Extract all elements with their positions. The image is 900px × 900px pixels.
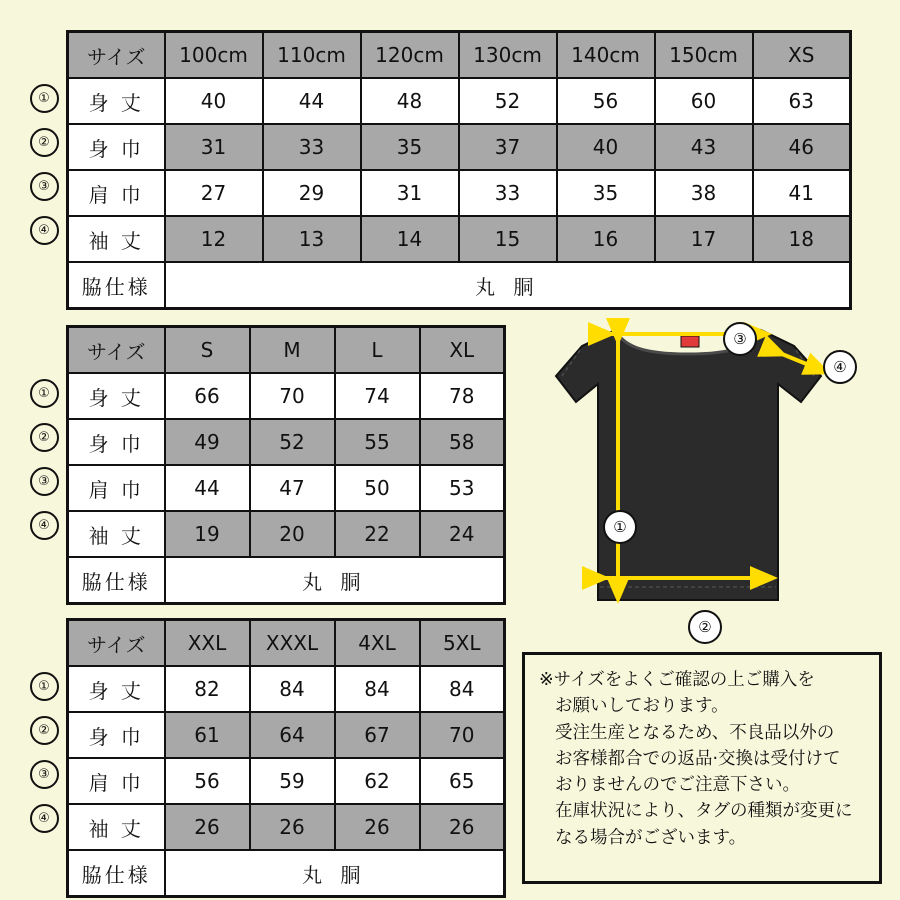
notice-line: お願いしております。 bbox=[555, 696, 729, 717]
marker-shoulder-width bbox=[22, 459, 66, 503]
size-table-big-block bbox=[22, 618, 506, 898]
marker-body-width bbox=[22, 708, 66, 752]
column-header: 110cm bbox=[263, 32, 361, 79]
marker-body-length bbox=[22, 371, 66, 415]
notice-line: 受注生産となるため、不良品以外の bbox=[555, 722, 835, 743]
row-label: 脇仕様 bbox=[68, 262, 165, 309]
table-cell: 64 bbox=[250, 712, 335, 758]
marker-column-kids bbox=[22, 30, 66, 252]
table-cell: 31 bbox=[361, 170, 459, 216]
table-row bbox=[68, 78, 851, 124]
column-header: XL bbox=[420, 327, 505, 374]
table-cell: 67 bbox=[335, 712, 420, 758]
marker-body-length bbox=[22, 76, 66, 120]
badge-label: ④ bbox=[833, 358, 847, 376]
table-cell: 56 bbox=[557, 78, 655, 124]
table-cell: 15 bbox=[459, 216, 557, 262]
table-cell: 74 bbox=[335, 373, 420, 419]
size-table-kids-block bbox=[22, 30, 852, 310]
column-header: XS bbox=[753, 32, 851, 79]
table-cell: 44 bbox=[165, 465, 250, 511]
table-cell: 26 bbox=[250, 804, 335, 850]
row-label: 身 丈 bbox=[68, 78, 165, 124]
column-header: L bbox=[335, 327, 420, 374]
table-cell: 26 bbox=[335, 804, 420, 850]
badge-sleeve-length bbox=[823, 350, 857, 384]
table-row bbox=[68, 419, 505, 465]
size-table-kids bbox=[66, 30, 852, 310]
tshirt-diagram bbox=[520, 310, 890, 640]
circle-number: ④ bbox=[30, 511, 59, 540]
circle-number: ③ bbox=[30, 760, 59, 789]
marker-sleeve-length bbox=[22, 796, 66, 840]
table-row bbox=[68, 511, 505, 557]
column-header: サイズ bbox=[68, 327, 165, 374]
table-cell: 14 bbox=[361, 216, 459, 262]
circle-number: ③ bbox=[30, 172, 59, 201]
table-row bbox=[68, 712, 505, 758]
column-header: サイズ bbox=[68, 620, 165, 667]
row-label: 袖 丈 bbox=[68, 216, 165, 262]
table-cell: 66 bbox=[165, 373, 250, 419]
table-cell: 78 bbox=[420, 373, 505, 419]
table-footer-row bbox=[68, 262, 851, 309]
table-cell: 82 bbox=[165, 666, 250, 712]
table-cell: 26 bbox=[165, 804, 250, 850]
table-cell: 40 bbox=[557, 124, 655, 170]
row-label: 身 巾 bbox=[68, 712, 165, 758]
table-row bbox=[68, 124, 851, 170]
table-cell: 48 bbox=[361, 78, 459, 124]
table-cell: 50 bbox=[335, 465, 420, 511]
badge-body-width bbox=[688, 610, 722, 644]
table-cell: 41 bbox=[753, 170, 851, 216]
size-table-adult bbox=[66, 325, 506, 605]
table-cell: 27 bbox=[165, 170, 263, 216]
table-cell: 26 bbox=[420, 804, 505, 850]
column-header: 120cm bbox=[361, 32, 459, 79]
row-label: 身 丈 bbox=[68, 666, 165, 712]
notice-line: ※サイズをよくご確認の上ご購入を bbox=[539, 670, 815, 690]
table-row bbox=[68, 373, 505, 419]
circle-number: ② bbox=[30, 716, 59, 745]
table-cell: 17 bbox=[655, 216, 753, 262]
table-cell: 63 bbox=[753, 78, 851, 124]
marker-sleeve-length bbox=[22, 503, 66, 547]
notice-line: なる場合がございます。 bbox=[555, 827, 747, 848]
column-header: 100cm bbox=[165, 32, 263, 79]
column-header: 5XL bbox=[420, 620, 505, 667]
table-cell: 33 bbox=[459, 170, 557, 216]
table-cell: 丸 胴 bbox=[165, 262, 851, 309]
row-label: 脇仕様 bbox=[68, 557, 165, 604]
table-row bbox=[68, 170, 851, 216]
column-header: 150cm bbox=[655, 32, 753, 79]
table-cell: 33 bbox=[263, 124, 361, 170]
table-cell: 70 bbox=[250, 373, 335, 419]
circle-number: ④ bbox=[30, 216, 59, 245]
table-cell: 55 bbox=[335, 419, 420, 465]
table-cell: 56 bbox=[165, 758, 250, 804]
column-header: S bbox=[165, 327, 250, 374]
notice-line: 在庫状況により、タグの種類が変更に bbox=[555, 801, 853, 822]
purchase-notice-box bbox=[522, 652, 882, 884]
marker-body-width bbox=[22, 120, 66, 164]
table-cell: 47 bbox=[250, 465, 335, 511]
table-cell: 20 bbox=[250, 511, 335, 557]
table-cell: 49 bbox=[165, 419, 250, 465]
row-label: 肩 巾 bbox=[68, 170, 165, 216]
neck-tag-icon bbox=[681, 336, 699, 347]
circle-number: ② bbox=[30, 423, 59, 452]
table-cell: 22 bbox=[335, 511, 420, 557]
row-label: 身 巾 bbox=[68, 419, 165, 465]
marker-sleeve-length bbox=[22, 208, 66, 252]
table-cell: 44 bbox=[263, 78, 361, 124]
table-cell: 65 bbox=[420, 758, 505, 804]
table-cell: 24 bbox=[420, 511, 505, 557]
circle-number: ① bbox=[30, 672, 59, 701]
table-cell: 18 bbox=[753, 216, 851, 262]
notice-line: お客様都合での返品·交換は受付けて bbox=[555, 748, 841, 769]
table-cell: 62 bbox=[335, 758, 420, 804]
table-row bbox=[68, 758, 505, 804]
table-cell: 35 bbox=[557, 170, 655, 216]
badge-shoulder-width bbox=[723, 322, 757, 356]
table-cell: 58 bbox=[420, 419, 505, 465]
column-header: M bbox=[250, 327, 335, 374]
circle-number: ① bbox=[30, 84, 59, 113]
marker-shoulder-width bbox=[22, 752, 66, 796]
table-cell: 丸 胴 bbox=[165, 850, 505, 897]
column-header: XXL bbox=[165, 620, 250, 667]
marker-column-adult bbox=[22, 325, 66, 547]
circle-number: ④ bbox=[30, 804, 59, 833]
marker-spacer bbox=[22, 30, 66, 76]
table-footer-row bbox=[68, 850, 505, 897]
circle-number: ② bbox=[30, 128, 59, 157]
marker-spacer bbox=[22, 618, 66, 664]
table-cell: 52 bbox=[250, 419, 335, 465]
badge-label: ② bbox=[698, 618, 712, 636]
table-row bbox=[68, 216, 851, 262]
table-cell: 38 bbox=[655, 170, 753, 216]
table-cell: 52 bbox=[459, 78, 557, 124]
table-cell: 35 bbox=[361, 124, 459, 170]
table-cell: 13 bbox=[263, 216, 361, 262]
table-cell: 40 bbox=[165, 78, 263, 124]
badge-body-length bbox=[603, 510, 637, 544]
table-cell: 46 bbox=[753, 124, 851, 170]
table-header-row bbox=[68, 327, 505, 374]
row-label: 袖 丈 bbox=[68, 804, 165, 850]
shirt-shape bbox=[556, 330, 821, 600]
row-label: 身 丈 bbox=[68, 373, 165, 419]
circle-number: ① bbox=[30, 379, 59, 408]
row-label: 肩 巾 bbox=[68, 465, 165, 511]
marker-body-length bbox=[22, 664, 66, 708]
column-header: 130cm bbox=[459, 32, 557, 79]
table-cell: 12 bbox=[165, 216, 263, 262]
marker-shoulder-width bbox=[22, 164, 66, 208]
table-header-row bbox=[68, 620, 505, 667]
table-cell: 60 bbox=[655, 78, 753, 124]
table-cell: 84 bbox=[250, 666, 335, 712]
table-cell: 70 bbox=[420, 712, 505, 758]
badge-label: ③ bbox=[733, 330, 747, 348]
circle-number: ③ bbox=[30, 467, 59, 496]
column-header: XXXL bbox=[250, 620, 335, 667]
size-table-big bbox=[66, 618, 506, 898]
row-label: 身 巾 bbox=[68, 124, 165, 170]
notice-line: おりませんのでご注意下さい。 bbox=[555, 775, 800, 795]
table-cell: 53 bbox=[420, 465, 505, 511]
table-cell: 29 bbox=[263, 170, 361, 216]
table-row bbox=[68, 465, 505, 511]
column-header: 140cm bbox=[557, 32, 655, 79]
table-cell: 37 bbox=[459, 124, 557, 170]
size-table-adult-block bbox=[22, 325, 506, 605]
table-cell: 19 bbox=[165, 511, 250, 557]
marker-spacer bbox=[22, 325, 66, 371]
table-cell: 丸 胴 bbox=[165, 557, 505, 604]
badge-label: ① bbox=[613, 518, 627, 536]
marker-body-width bbox=[22, 415, 66, 459]
table-row bbox=[68, 666, 505, 712]
table-cell: 84 bbox=[335, 666, 420, 712]
table-cell: 16 bbox=[557, 216, 655, 262]
table-cell: 61 bbox=[165, 712, 250, 758]
table-footer-row bbox=[68, 557, 505, 604]
row-label: 脇仕様 bbox=[68, 850, 165, 897]
row-label: 肩 巾 bbox=[68, 758, 165, 804]
marker-column-big bbox=[22, 618, 66, 840]
table-cell: 84 bbox=[420, 666, 505, 712]
table-row bbox=[68, 804, 505, 850]
column-header: サイズ bbox=[68, 32, 165, 79]
table-header-row bbox=[68, 32, 851, 79]
row-label: 袖 丈 bbox=[68, 511, 165, 557]
table-cell: 59 bbox=[250, 758, 335, 804]
column-header: 4XL bbox=[335, 620, 420, 667]
table-cell: 31 bbox=[165, 124, 263, 170]
table-cell: 43 bbox=[655, 124, 753, 170]
